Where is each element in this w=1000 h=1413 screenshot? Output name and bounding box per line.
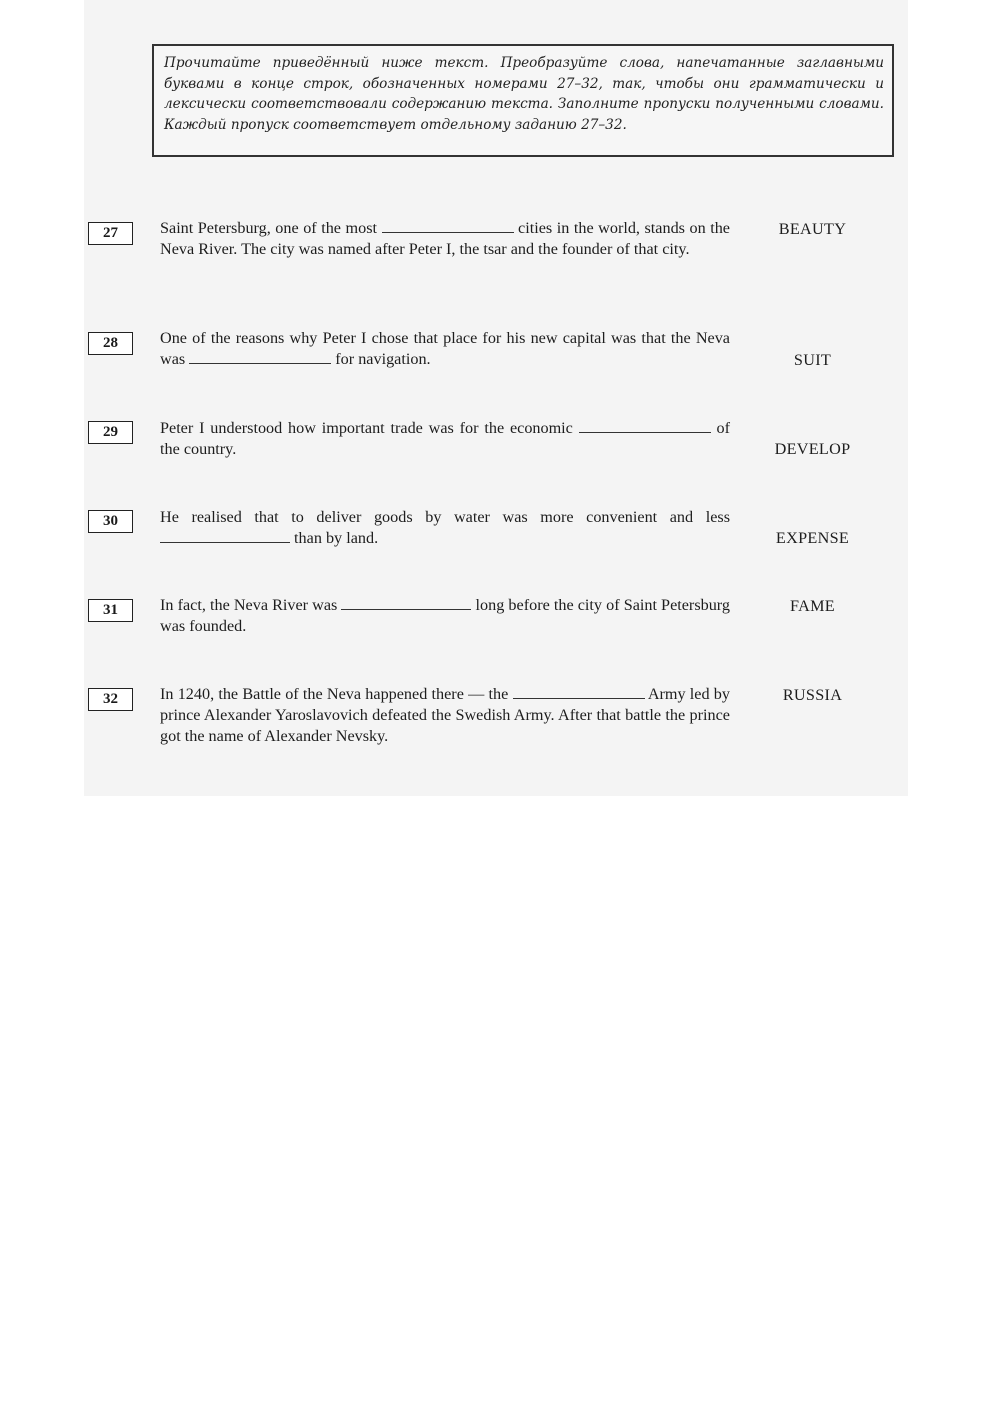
task-number: 30 <box>88 510 133 533</box>
keyword-word: DEVELOP <box>774 440 851 458</box>
answer-blank[interactable] <box>382 218 514 233</box>
answer-blank[interactable] <box>513 684 645 699</box>
task-sentence: In 1240, the Battle of the Neva happened there — the Army led by prince Alexander Yaroslavovich defeated the Swedish Army. After that battle the prince got the name of Alexander Nevsky. <box>160 685 730 745</box>
instruction-text: Прочитайте приведённый ниже текст. Преобразуйте слова, напечатанные заглавными буквами в конце строк, обозначенных номерами 27–32, так, чтобы они грамматически и лексически соответствовали содержанию текста. Заполните пропуски полученными словами. Каждый пропуск соответствует отдельному заданию 27–32. <box>164 55 884 133</box>
task-sentence: Saint Petersburg, one of the most cities in the world, stands on the Neva River. The city was named after Peter I, the tsar and the founder of that city. <box>160 219 730 258</box>
task-number: 32 <box>88 688 133 711</box>
task-sentence: Peter I understood how important trade was for the economic of the country. <box>160 419 730 458</box>
answer-blank[interactable] <box>579 418 711 433</box>
task-number: 29 <box>88 421 133 444</box>
answer-blank[interactable] <box>189 349 331 364</box>
keyword-word: EXPENSE <box>775 529 850 547</box>
task-sentence: He realised that to deliver goods by water was more convenient and less than by land. <box>160 508 730 547</box>
keyword-word: RUSSIA <box>782 686 843 704</box>
task-sentence: In fact, the Neva River was long before the city of Saint Petersburg was founded. <box>160 596 731 635</box>
instruction-box <box>152 44 894 157</box>
task-sentence: One of the reasons why Peter I chose that place for his new capital was that the Neva was for navigation. <box>160 329 730 368</box>
keyword-word: BEAUTY <box>778 220 847 238</box>
keyword-word: SUIT <box>793 351 832 369</box>
task-number: 31 <box>88 599 133 622</box>
task-number: 28 <box>88 332 133 355</box>
answer-blank[interactable] <box>160 528 290 543</box>
answer-blank[interactable] <box>341 595 471 610</box>
task-number: 27 <box>88 222 133 245</box>
keyword-word: FAME <box>790 597 835 615</box>
